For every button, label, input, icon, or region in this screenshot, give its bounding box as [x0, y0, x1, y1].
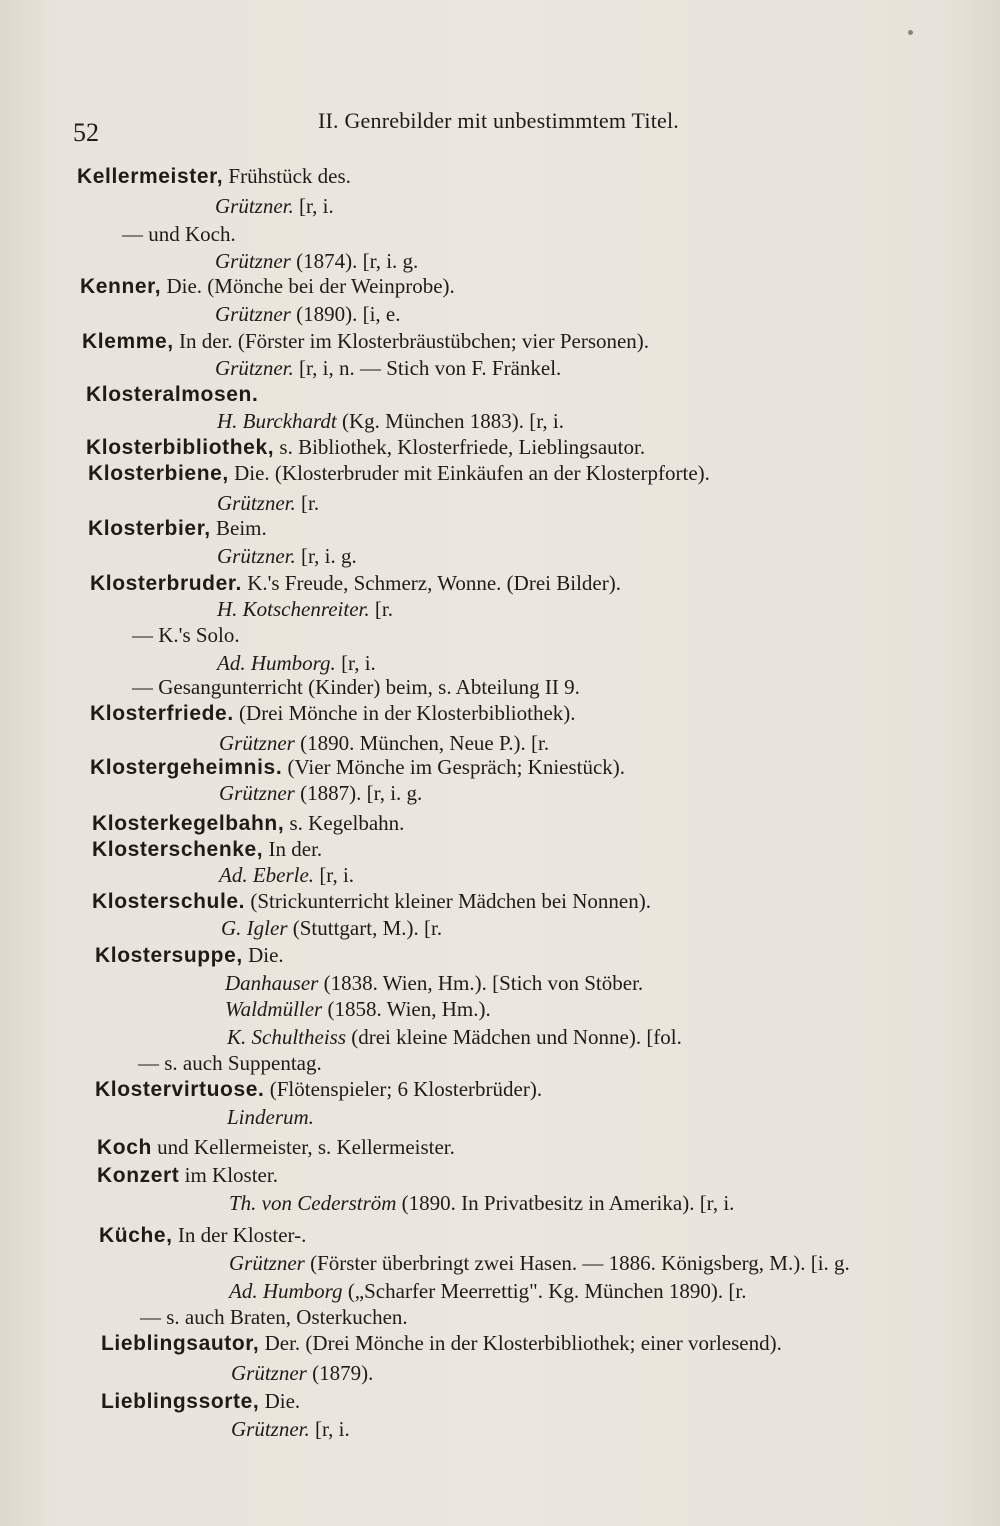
entry-line [90, 570, 621, 597]
artist-name: Grützner. [215, 194, 294, 218]
entry-line [219, 730, 549, 756]
artist-name: H. Kotschenreiter. [217, 597, 370, 621]
entry-line [95, 942, 284, 969]
headword: Klosterbier, [88, 517, 211, 540]
entry-line [140, 1304, 408, 1330]
artist-name: Th. von Cederström [229, 1191, 397, 1215]
entry-line [225, 996, 491, 1022]
entry-line [219, 862, 354, 888]
entry-text: Die. [259, 1389, 301, 1413]
entry-line [215, 193, 334, 219]
headword: Kenner, [80, 275, 162, 298]
artist-name: K. Schultheiss [227, 1025, 346, 1049]
artist-name: Grützner [215, 249, 291, 273]
headword: Klostergeheimnis. [90, 756, 283, 779]
entry-text: (1879). [306, 1361, 374, 1385]
entry-text: s. Bibliothek, Klosterfriede, Lieblingsautor. [274, 435, 646, 459]
entry-line [227, 1104, 314, 1130]
entry-text: Die. (Klosterbruder mit Einkäufen an der Klosterpforte). [228, 461, 710, 485]
entry-line [86, 381, 258, 408]
headword: Lieblingssorte, [101, 1390, 260, 1413]
entry-line [92, 888, 651, 915]
entry-text: (1890. In Privatbesitz in Amerika). [r, i. [396, 1191, 735, 1215]
entry-line [217, 596, 393, 622]
entry-line [101, 1330, 782, 1357]
entry-text: [r, i. g. [295, 544, 357, 568]
artist-name: Ad. Humborg. [217, 651, 336, 675]
entry-text: Frühstück des. [223, 164, 351, 188]
headword: Klosterkegelbahn, [92, 812, 285, 835]
entry-text: (Drei Mönche in der Klosterbibliothek). [233, 701, 576, 725]
entry-line [227, 1024, 682, 1050]
entry-line [92, 836, 322, 863]
entry-text: (1887). [r, i. g. [294, 781, 423, 805]
artist-name: Ad. Humborg [229, 1279, 343, 1303]
headword: Klostersuppe, [95, 944, 243, 967]
entry-line [225, 970, 643, 996]
entry-line [90, 700, 576, 727]
headword: Klosterfriede. [90, 702, 234, 725]
entry-line [229, 1278, 747, 1304]
headword: Klosterbibliothek, [86, 436, 275, 459]
entry-text: (1874). [r, i. g. [290, 249, 419, 273]
artist-name: Grützner. [217, 491, 296, 515]
entry-text: — s. auch Suppentag. [138, 1051, 322, 1075]
entry-text: im Kloster. [179, 1163, 278, 1187]
entry-text: Die. [242, 943, 284, 967]
headword: Klosteralmosen. [86, 383, 259, 406]
artist-name: Grützner [219, 781, 295, 805]
headword: Klosterbiene, [88, 462, 229, 485]
entry-line [86, 434, 645, 461]
entry-text: K.'s Freude, Schmerz, Wonne. (Drei Bilder). [241, 571, 621, 595]
entry-line [217, 408, 564, 434]
entry-line [132, 674, 580, 700]
ink-speck [908, 30, 913, 35]
entry-text: [r, i. [309, 1417, 350, 1441]
entry-text: — K.'s Solo. [132, 623, 240, 647]
entry-text: (drei kleine Mädchen und Nonne). [fol. [346, 1025, 682, 1049]
entry-line [217, 490, 319, 516]
entry-line [88, 515, 267, 542]
entry-text: In der. [263, 837, 323, 861]
entry-line [215, 248, 418, 274]
headword: Klostervirtuose. [95, 1078, 265, 1101]
artist-name: G. Igler [221, 916, 288, 940]
entry-text: [r, i. [314, 863, 355, 887]
entry-text: — Gesangunterricht (Kinder) beim, s. Abteilung II 9. [132, 675, 580, 699]
entry-line [215, 301, 400, 327]
artist-name: Grützner [231, 1361, 307, 1385]
entry-line [97, 1134, 455, 1161]
entry-text: und Kellermeister, s. Kellermeister. [151, 1135, 455, 1159]
entry-line [77, 163, 351, 190]
artist-name: Linderum. [227, 1105, 314, 1129]
entry-line [138, 1050, 322, 1076]
entry-line [219, 780, 422, 806]
headword: Klosterbruder. [90, 572, 242, 595]
artist-name: H. Burckhardt [217, 409, 337, 433]
headword: Küche, [99, 1224, 173, 1247]
entry-text: (Strickunterricht kleiner Mädchen bei Nonnen). [245, 889, 651, 913]
entry-line [231, 1416, 350, 1442]
entry-line [82, 328, 649, 355]
entry-text: [r. [295, 491, 320, 515]
entry-text: („Scharfer Meerrettig". Kg. München 1890). [r. [342, 1279, 747, 1303]
entry-line [97, 1162, 278, 1189]
entry-text: (1890. München, Neue P.). [r. [294, 731, 550, 755]
entry-line [217, 650, 376, 676]
entry-text: (Förster überbringt zwei Hasen. — 1886. Königsberg, M.). [i. g. [304, 1251, 850, 1275]
entry-line [99, 1222, 306, 1249]
entry-text: (1838. Wien, Hm.). [Stich von Stöber. [318, 971, 644, 995]
entry-text: Beim. [210, 516, 267, 540]
entry-text: (Flötenspieler; 6 Klosterbrüder). [264, 1077, 543, 1101]
entry-line [231, 1360, 373, 1386]
artist-name: Danhauser [225, 971, 319, 995]
entry-text: — und Koch. [122, 222, 236, 246]
headword: Kellermeister, [77, 165, 224, 188]
entry-line [215, 355, 561, 381]
entry-line [92, 810, 404, 837]
entry-line [88, 460, 710, 487]
entry-line [221, 915, 442, 941]
entry-text: (Vier Mönche im Gespräch; Kniestück). [282, 755, 626, 779]
entry-text: (Stuttgart, M.). [r. [287, 916, 443, 940]
entry-text: (Kg. München 1883). [r, i. [336, 409, 564, 433]
entry-text: s. Kegelbahn. [284, 811, 405, 835]
entry-text: (1890). [i, e. [290, 302, 401, 326]
entry-text: In der. (Förster im Klosterbräustübchen; vier Personen). [173, 329, 650, 353]
entry-text: Der. (Drei Mönche in der Klosterbibliothek; einer vorlesend). [259, 1331, 782, 1355]
entry-line [229, 1190, 734, 1216]
entry-text: — s. auch Braten, Osterkuchen. [140, 1305, 408, 1329]
entry-line [80, 273, 455, 300]
headword: Lieblingsautor, [101, 1332, 260, 1355]
entry-text: [r, i. [335, 651, 376, 675]
entry-text: [r. [369, 597, 393, 621]
artist-name: Grützner [219, 731, 295, 755]
page-number: 52 [73, 118, 99, 147]
headword: Koch [97, 1136, 152, 1159]
entry-line [229, 1250, 850, 1276]
entry-line [122, 221, 236, 247]
entry-text: (1858. Wien, Hm.). [322, 997, 491, 1021]
headword: Konzert [97, 1164, 180, 1187]
artist-name: Grützner. [217, 544, 296, 568]
artist-name: Grützner [215, 302, 291, 326]
running-title: II. Genrebilder mit unbestimmtem Titel. [318, 108, 679, 133]
entry-line [90, 754, 625, 781]
headword: Klemme, [82, 330, 174, 353]
entry-line [101, 1388, 300, 1415]
entry-text: [r, i. [293, 194, 334, 218]
artist-name: Waldmüller [225, 997, 323, 1021]
entry-line [95, 1076, 542, 1103]
artist-name: Grützner [229, 1251, 305, 1275]
headword: Klosterschule. [92, 890, 246, 913]
artist-name: Grützner. [215, 356, 294, 380]
headword: Klosterschenke, [92, 838, 264, 861]
entry-text: [r, i, n. — Stich von F. Fränkel. [293, 356, 562, 380]
entry-line [132, 622, 240, 648]
entry-text: In der Kloster-. [172, 1223, 307, 1247]
entry-text: Die. (Mönche bei der Weinprobe). [161, 274, 455, 298]
artist-name: Ad. Eberle. [219, 863, 315, 887]
entry-line [217, 543, 357, 569]
artist-name: Grützner. [231, 1417, 310, 1441]
